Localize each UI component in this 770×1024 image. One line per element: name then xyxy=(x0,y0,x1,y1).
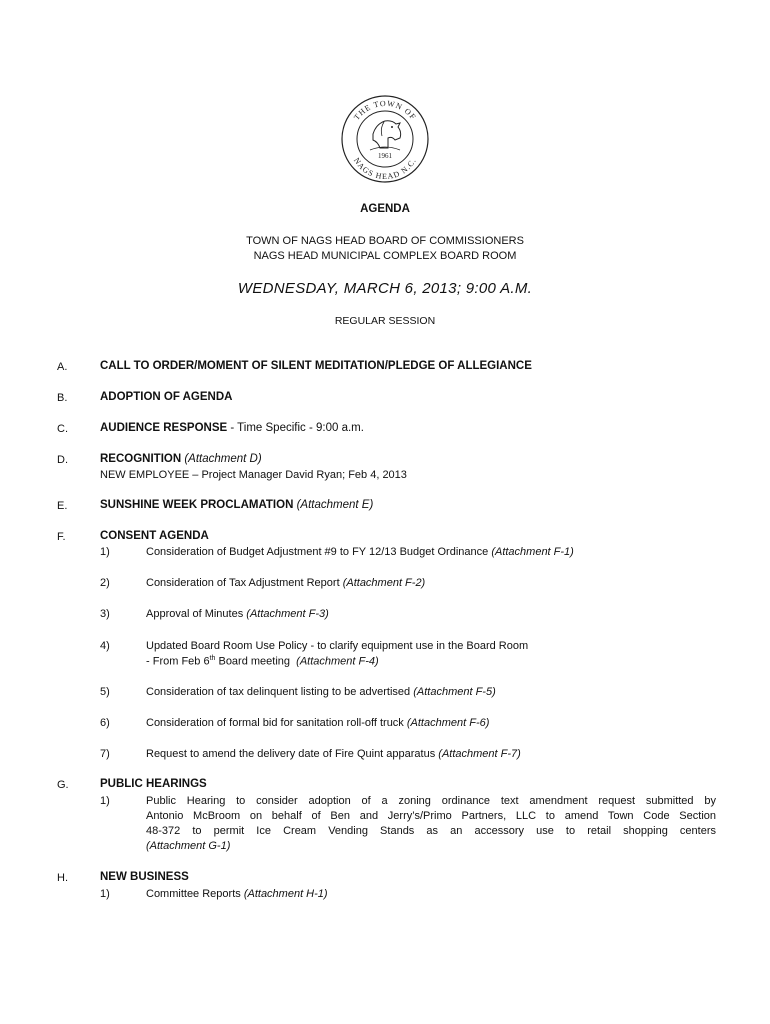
agenda-heading: AGENDA xyxy=(360,203,410,215)
town-seal-logo xyxy=(340,94,430,184)
consent-item xyxy=(146,608,329,620)
section-letter-b: B. xyxy=(57,392,68,404)
item-num: 4) xyxy=(100,640,110,652)
section-title-f: CONSENT AGENDA xyxy=(100,530,209,542)
section-letter-h: H. xyxy=(57,872,68,884)
section-letter-c: C. xyxy=(57,423,68,435)
hearing-line-1: Public Hearing to consider adoption of a zoning ordinance text amendment request submitted by xyxy=(146,795,716,807)
new-business-item xyxy=(146,888,328,900)
consent-item xyxy=(146,686,496,698)
hearing-line-2: Antonio McBroom on behalf of Ben and Jerry’s/Primo Partners, LLC to amend Town Code Section xyxy=(146,810,716,822)
section-letter-d: D. xyxy=(57,454,68,466)
item-attachment: (Attachment F-1) xyxy=(491,546,574,558)
item-attachment: (Attachment H-1) xyxy=(243,888,328,900)
item-attachment: (Attachment F-4) xyxy=(296,655,379,668)
consent-item xyxy=(146,717,489,729)
item-attachment: (Attachment F-2) xyxy=(342,577,426,589)
item-attachment: (Attachment F-7) xyxy=(438,748,521,760)
item-text: Consideration of Tax Adjustment Report xyxy=(146,577,340,589)
item-num: 1) xyxy=(100,795,110,807)
item-num: 7) xyxy=(100,748,110,760)
section-e-line xyxy=(100,499,373,511)
session-type: REGULAR SESSION xyxy=(334,315,436,327)
item-text: Updated Board Room Use Policy - to clarify equipment use in the Board Room xyxy=(146,640,529,652)
section-title-h: NEW BUSINESS xyxy=(100,871,189,883)
seal-bottom-text: NAGS HEAD N.C. xyxy=(351,156,419,182)
item-text-2b: Board meeting xyxy=(215,655,291,668)
item-num: 3) xyxy=(100,608,110,620)
item-num: 2) xyxy=(100,577,110,589)
consent-item xyxy=(146,748,521,760)
section-d-detail: NEW EMPLOYEE – Project Manager David Ryan; Feb 4, 2013 xyxy=(100,469,407,481)
item-text: Consideration of tax delinquent listing to be advertised xyxy=(146,686,411,698)
consent-item xyxy=(146,577,425,589)
seal-top-text: THE TOWN OF xyxy=(352,98,418,122)
section-letter-g: G. xyxy=(57,779,69,791)
section-title-c: AUDIENCE RESPONSE xyxy=(100,422,228,434)
item-text: Committee Reports xyxy=(146,888,241,900)
consent-item xyxy=(146,546,574,558)
item-attachment: (Attachment G-1) xyxy=(146,840,231,852)
section-title-g: PUBLIC HEARINGS xyxy=(100,778,207,790)
item-attachment: (Attachment F-5) xyxy=(413,686,496,698)
item-text: Request to amend the delivery date of Fire Quint apparatus xyxy=(146,748,436,760)
item-superscript: th xyxy=(209,655,216,662)
item-num: 6) xyxy=(100,717,110,729)
section-d-attachment: (Attachment D) xyxy=(184,453,262,465)
section-letter-e: E. xyxy=(57,500,68,512)
item-attachment: (Attachment F-6) xyxy=(406,717,490,729)
item-text: Consideration of Budget Adjustment #9 to FY 12/13 Budget Ordinance xyxy=(146,546,489,558)
item-text: Approval of Minutes xyxy=(146,608,244,620)
hearing-attachment xyxy=(146,840,230,852)
section-e-attachment: (Attachment E) xyxy=(296,499,374,511)
section-title-d: RECOGNITION xyxy=(100,453,182,465)
hearing-line-3: 48-372 to permit Ice Cream Vending Stands as an accessory use to retail shopping centers xyxy=(146,825,716,837)
item-text-2a: - From Feb 6 xyxy=(146,655,210,668)
section-d-line xyxy=(100,453,262,465)
section-title-b: ADOPTION OF AGENDA xyxy=(100,391,233,403)
meeting-date: WEDNESDAY, MARCH 6, 2013; 9:00 A.M. xyxy=(237,280,533,297)
section-letter-a: A. xyxy=(57,361,68,373)
board-name: TOWN OF NAGS HEAD BOARD OF COMMISSIONERS xyxy=(246,235,524,247)
consent-item-line2 xyxy=(146,655,379,668)
item-num: 1) xyxy=(100,546,110,558)
seal-year: 1961 xyxy=(378,152,392,160)
item-num: 1) xyxy=(100,888,110,900)
item-attachment: (Attachment F-3) xyxy=(246,608,329,620)
item-text: Consideration of formal bid for sanitation roll-off truck xyxy=(146,717,404,729)
section-letter-f: F. xyxy=(57,531,66,543)
section-c-line xyxy=(100,422,364,434)
section-c-time: - Time Specific - 9:00 a.m. xyxy=(227,422,364,434)
meeting-room: NAGS HEAD MUNICIPAL COMPLEX BOARD ROOM xyxy=(253,250,517,262)
section-title-e: SUNSHINE WEEK PROCLAMATION xyxy=(100,499,294,511)
section-title-a: CALL TO ORDER/MOMENT OF SILENT MEDITATION/PLEDGE OF ALLEGIANCE xyxy=(100,360,532,372)
item-num: 5) xyxy=(100,686,110,698)
